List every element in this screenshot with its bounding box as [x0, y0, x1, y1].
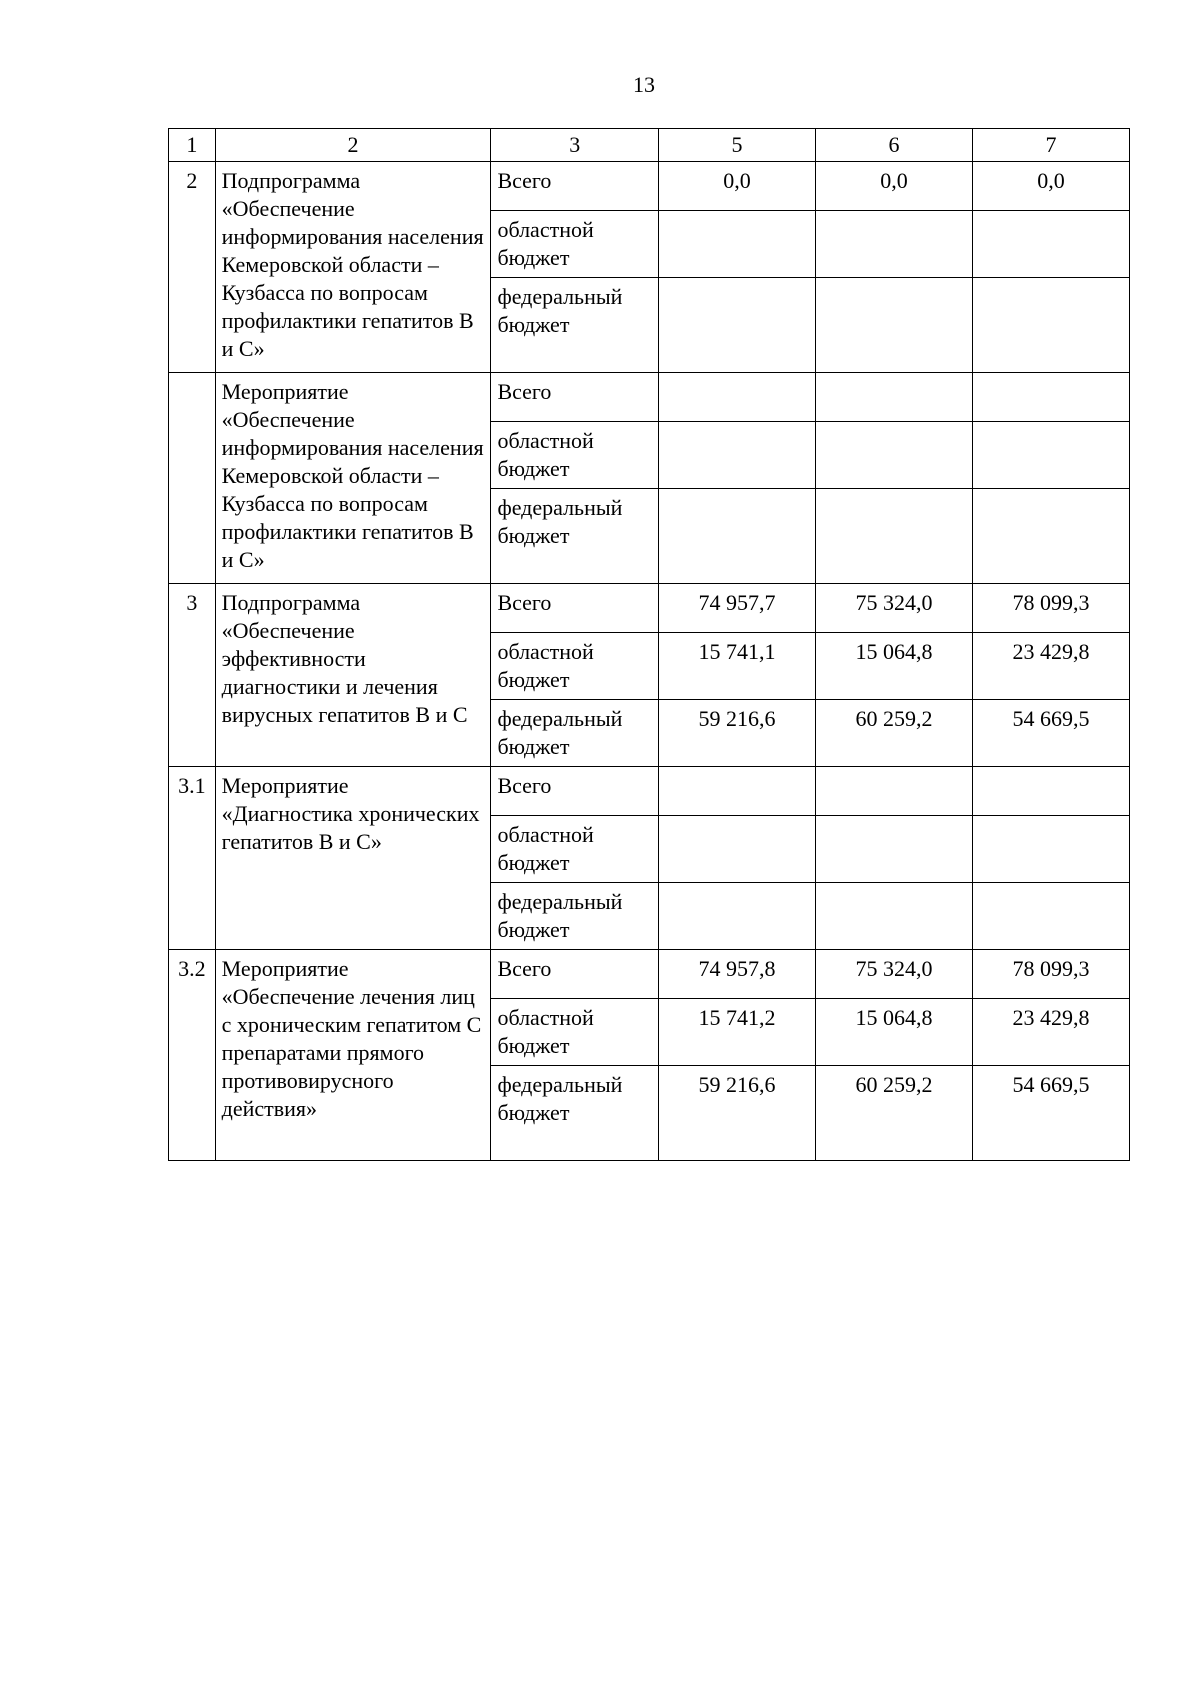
value-col5 — [659, 278, 816, 373]
value-col7: 23 429,8 — [972, 999, 1129, 1066]
value-col7 — [972, 422, 1129, 489]
header-row — [169, 129, 1130, 162]
page-number: 13 — [633, 72, 655, 97]
funding-source: федеральный бюджет — [491, 489, 659, 584]
value-col5: 74 957,8 — [659, 950, 816, 999]
funding-source: Всего — [491, 584, 659, 633]
funding-source: Всего — [491, 373, 659, 422]
funding-source: федеральный бюджет — [491, 1066, 659, 1161]
value-col7: 23 429,8 — [972, 633, 1129, 700]
value-col6: 15 064,8 — [816, 999, 973, 1066]
value-col6 — [816, 883, 973, 950]
program-name: Мероприятие «Диагностика хронических гепатитов В и С» — [215, 767, 491, 950]
value-col6 — [816, 278, 973, 373]
budget-table — [168, 128, 1130, 1161]
value-col7: 78 099,3 — [972, 584, 1129, 633]
value-col6 — [816, 422, 973, 489]
funding-source: федеральный бюджет — [491, 883, 659, 950]
value-col5 — [659, 373, 816, 422]
value-col7: 54 669,5 — [972, 700, 1129, 767]
table-row — [169, 950, 1130, 999]
value-col5 — [659, 211, 816, 278]
value-col6: 60 259,2 — [816, 700, 973, 767]
value-col7: 54 669,5 — [972, 1066, 1129, 1161]
value-col5 — [659, 489, 816, 584]
value-col6: 60 259,2 — [816, 1066, 973, 1161]
funding-source: областной бюджет — [491, 816, 659, 883]
value-col7 — [972, 373, 1129, 422]
header-cell: 6 — [816, 129, 973, 162]
header-cell: 5 — [659, 129, 816, 162]
value-col5: 15 741,1 — [659, 633, 816, 700]
value-col6 — [816, 767, 973, 816]
funding-source: областной бюджет — [491, 211, 659, 278]
value-col5 — [659, 422, 816, 489]
value-col7: 0,0 — [972, 162, 1129, 211]
table-row — [169, 584, 1130, 633]
value-col6: 0,0 — [816, 162, 973, 211]
value-col5: 74 957,7 — [659, 584, 816, 633]
value-col6 — [816, 816, 973, 883]
row-number: 3.1 — [169, 767, 216, 950]
value-col6: 75 324,0 — [816, 584, 973, 633]
table-row — [169, 162, 1130, 211]
program-name: Мероприятие «Обеспечение информирования населения Кемеровской области – Кузбасса по вопросам профилактики гепатитов В и С» — [215, 373, 491, 584]
program-name: Подпрограмма «Обеспечение информирования населения Кемеровской области – Кузбасса по вопросам профилактики гепатитов В и С» — [215, 162, 491, 373]
header-cell: 2 — [215, 129, 491, 162]
funding-source: областной бюджет — [491, 999, 659, 1066]
value-col6 — [816, 211, 973, 278]
value-col7 — [972, 767, 1129, 816]
value-col6: 75 324,0 — [816, 950, 973, 999]
value-col7 — [972, 211, 1129, 278]
table-row — [169, 767, 1130, 816]
header-cell: 7 — [972, 129, 1129, 162]
program-name: Подпрограмма «Обеспечение эффективности диагностики и лечения вирусных гепатитов В и С — [215, 584, 491, 767]
funding-source: областной бюджет — [491, 422, 659, 489]
header-cell: 3 — [491, 129, 659, 162]
value-col5 — [659, 816, 816, 883]
header-cell: 1 — [169, 129, 216, 162]
value-col5: 59 216,6 — [659, 1066, 816, 1161]
value-col7 — [972, 883, 1129, 950]
row-number: 3 — [169, 584, 216, 767]
funding-source: федеральный бюджет — [491, 700, 659, 767]
value-col6: 15 064,8 — [816, 633, 973, 700]
value-col7 — [972, 816, 1129, 883]
funding-source: федеральный бюджет — [491, 278, 659, 373]
funding-source: Всего — [491, 950, 659, 999]
value-col5: 59 216,6 — [659, 700, 816, 767]
value-col7: 78 099,3 — [972, 950, 1129, 999]
funding-source: Всего — [491, 767, 659, 816]
value-col6 — [816, 489, 973, 584]
funding-source: Всего — [491, 162, 659, 211]
program-name: Мероприятие «Обеспечение лечения лиц с хроническим гепатитом С препаратами прямого противовирусного действия» — [215, 950, 491, 1161]
funding-source: областной бюджет — [491, 633, 659, 700]
row-number — [169, 373, 216, 584]
table-row — [169, 373, 1130, 422]
value-col5 — [659, 767, 816, 816]
value-col7 — [972, 278, 1129, 373]
row-number: 2 — [169, 162, 216, 373]
row-number: 3.2 — [169, 950, 216, 1161]
value-col5: 0,0 — [659, 162, 816, 211]
value-col6 — [816, 373, 973, 422]
value-col5 — [659, 883, 816, 950]
value-col5: 15 741,2 — [659, 999, 816, 1066]
value-col7 — [972, 489, 1129, 584]
